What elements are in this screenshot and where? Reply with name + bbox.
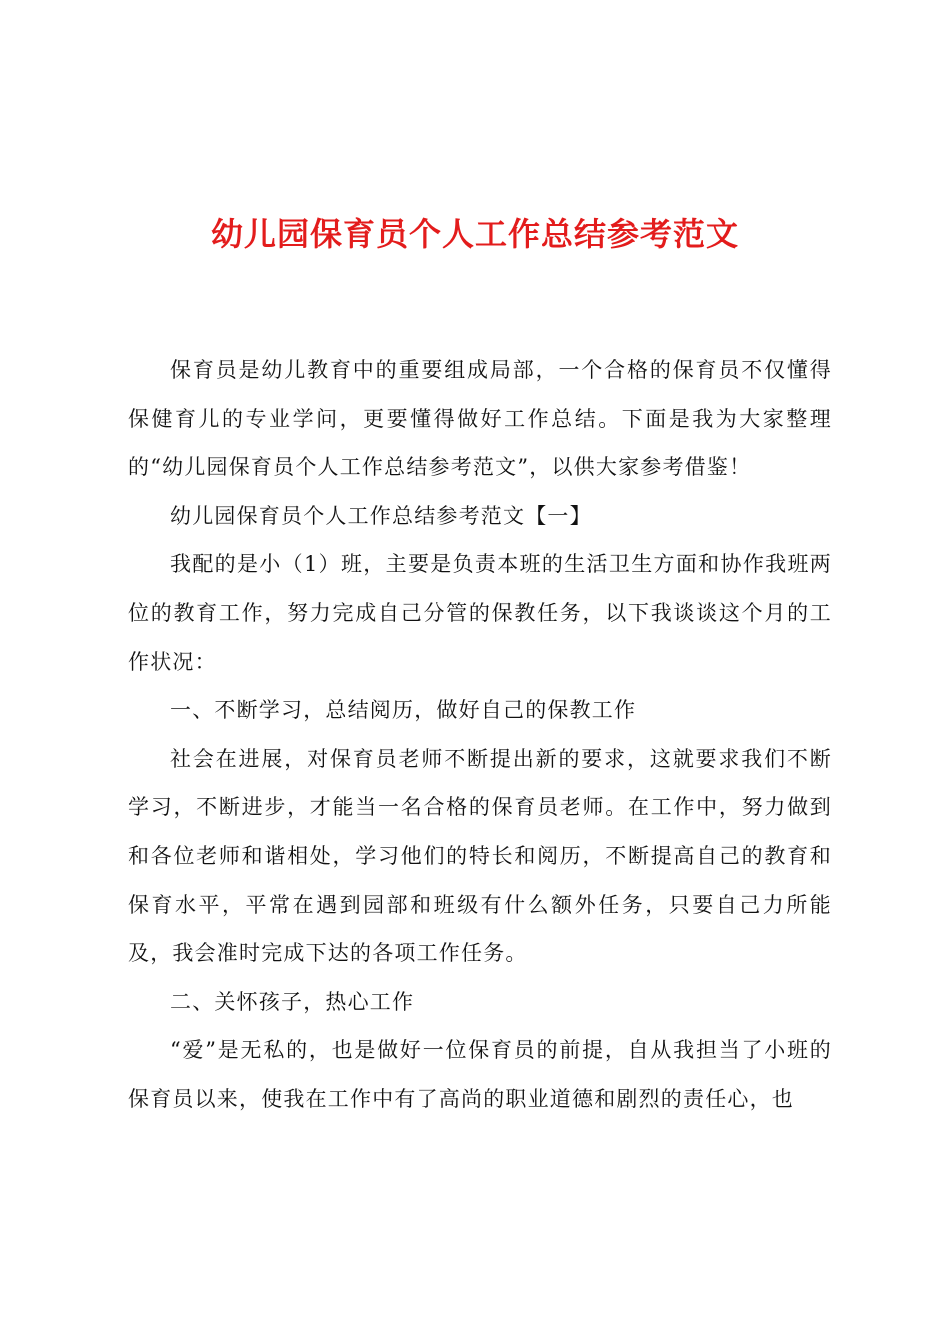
- document-body: [128, 346, 832, 1124]
- document-title: 幼儿园保育员个人工作总结参考范文: [210, 215, 739, 253]
- paragraph-learning: 社会在进展，对保育员老师不断提出新的要求，这就要求我们不断学习，不断进步，才能当一名合格的保育员老师。在工作中，努力做到和各位老师和谐相处，学习他们的特长和阅历，不断提高自己的教育和保育水平，平常在遇到园部和班级有什么额外任务，只要自己力所能及，我会准时完成下达的各项工作任务。: [128, 746, 832, 966]
- subheading-learning: 一、不断学习，总结阅历，做好自己的保教工作: [170, 698, 637, 723]
- subheading-caring: 二、关怀孩子，热心工作: [170, 989, 415, 1014]
- paragraph-caring: “爱”是无私的，也是做好一位保育员的前提，自从我担当了小班的保育员以来，使我在工作中有了高尚的职业道德和剧烈的责任心，也: [128, 1038, 832, 1111]
- paragraph-class-duties: 我配的是小（1）班，主要是负责本班的生活卫生方面和协作我班两位的教育工作，努力完成自己分管的保教任务，以下我谈谈这个月的工作状况：: [128, 552, 832, 674]
- paragraph-intro: 保育员是幼儿教育中的重要组成局部，一个合格的保育员不仅懂得保健育儿的专业学问，更要懂得做好工作总结。下面是我为大家整理的“幼儿园保育员个人工作总结参考范文”，以供大家参考借鉴！: [128, 358, 832, 480]
- section-heading-one: 幼儿园保育员个人工作总结参考范文【一】: [170, 503, 592, 528]
